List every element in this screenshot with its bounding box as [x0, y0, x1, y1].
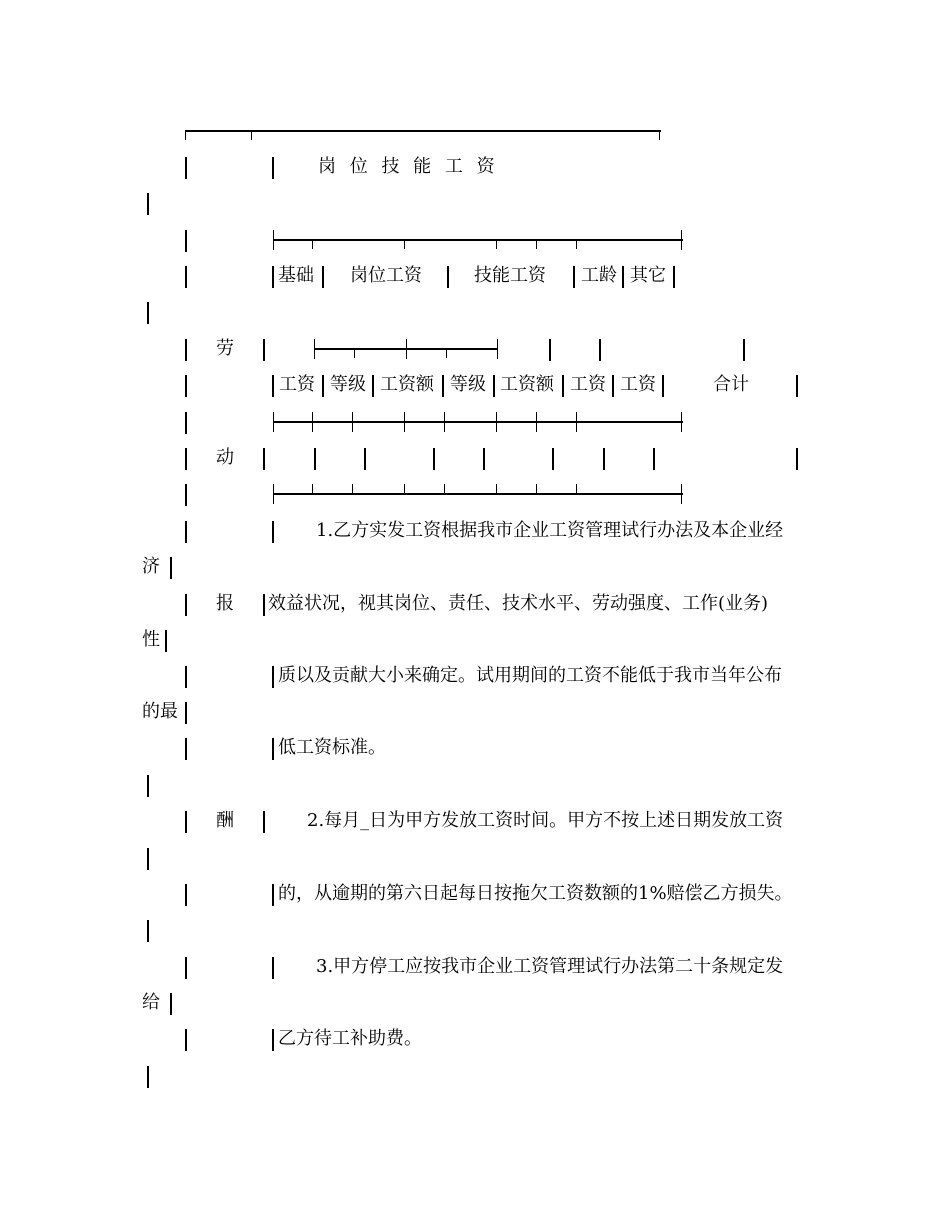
rule-tick: [681, 484, 682, 504]
row-border: [272, 738, 274, 760]
clause-3-line-2: 乙方待工补助费。: [278, 1028, 422, 1049]
sub-col-8: 合计: [713, 374, 749, 395]
col-group-seniority: 工龄: [581, 265, 617, 286]
row-border: [185, 412, 187, 434]
row-border: [322, 266, 324, 288]
row-border: [185, 448, 187, 470]
table-top-rule: [185, 130, 661, 132]
row-border: [573, 266, 575, 288]
col-group-skill: 技能工资: [474, 265, 546, 286]
rule-tick: [536, 484, 537, 494]
rule-tick: [404, 239, 405, 249]
rule-tick: [496, 484, 497, 494]
row-border: [147, 920, 149, 942]
side-char-3: 报: [216, 593, 234, 614]
row-border: [603, 448, 605, 470]
row-border: [147, 193, 149, 215]
rule-tick: [681, 230, 682, 250]
row-border: [272, 1029, 274, 1051]
row-border: [185, 484, 187, 506]
rule-tick: [576, 484, 577, 494]
row-border: [185, 738, 187, 760]
row-border: [147, 848, 149, 870]
row-border: [185, 594, 187, 616]
header-title: 岗 位 技 能 工 资: [318, 156, 495, 177]
row-border: [653, 448, 655, 470]
rule-tick: [446, 348, 447, 358]
row-border: [612, 375, 614, 397]
table-top-tick: [185, 130, 186, 140]
table-top-tick: [251, 130, 252, 140]
row-border: [185, 375, 187, 397]
rule-tick: [404, 412, 405, 432]
row-border: [170, 993, 172, 1015]
clause-3-wrap-1: 给: [142, 992, 160, 1013]
rule-tick: [273, 230, 274, 250]
row-border: [263, 339, 265, 361]
rule-tick: [312, 412, 313, 432]
clause-2-line-1: 2.每月_日为甲方发放工资时间。甲方不按上述日期发放工资: [307, 810, 784, 831]
row-border: [263, 594, 265, 616]
row-border: [549, 339, 551, 361]
row-border: [796, 375, 798, 397]
row-border: [147, 302, 149, 324]
row-border: [272, 157, 274, 179]
row-border: [272, 266, 274, 288]
row-border: [562, 375, 564, 397]
rule-tick: [273, 484, 274, 504]
rule-tick: [496, 239, 497, 249]
row-border: [185, 230, 187, 252]
side-char-4: 酬: [216, 810, 234, 831]
clause-1-line-4: 低工资标准。: [278, 737, 386, 758]
rule-tick: [444, 412, 445, 432]
clause-3-line-1: 3.甲方停工应按我市企业工资管理试行办法第二十条规定发: [316, 956, 784, 977]
clause-1-wrap-2: 性: [142, 629, 160, 650]
row-border: [263, 448, 265, 470]
row-border: [433, 448, 435, 470]
side-char-2: 动: [216, 447, 234, 468]
col-group-other: 其它: [630, 265, 666, 286]
rule-tick: [352, 484, 353, 494]
rule-tick: [496, 412, 497, 432]
rule-tick: [681, 412, 682, 432]
row-border: [364, 448, 366, 470]
rule-tick: [576, 239, 577, 249]
header-rule: [273, 239, 683, 241]
sub-col-1: 工资: [279, 374, 315, 395]
row-border: [662, 375, 664, 397]
row-border: [493, 375, 495, 397]
row-border: [170, 557, 172, 579]
rule-tick: [352, 412, 353, 432]
row-border: [185, 884, 187, 906]
row-border: [314, 448, 316, 470]
row-border: [552, 448, 554, 470]
row-border: [147, 775, 149, 797]
row-border: [272, 884, 274, 906]
rule-tick: [404, 484, 405, 494]
row-border: [185, 266, 187, 288]
rule-tick: [576, 412, 577, 432]
col-group-basic: 基础: [278, 265, 314, 286]
clause-2-line-2: 的，从逾期的第六日起每日按拖欠工资数额的1%赔偿乙方损失。: [278, 883, 793, 904]
row-border: [263, 811, 265, 833]
rule-tick: [312, 484, 313, 494]
row-border: [447, 266, 449, 288]
row-border: [185, 1029, 187, 1051]
sub-col-7: 工资: [620, 374, 656, 395]
row-border: [673, 266, 675, 288]
rule-tick: [536, 239, 537, 249]
rule-tick: [354, 348, 355, 358]
row-border: [185, 157, 187, 179]
row-border: [185, 339, 187, 361]
row-border: [185, 811, 187, 833]
clause-1-line-3: 质以及贡献大小来确定。试用期间的工资不能低于我市当年公布: [278, 665, 782, 686]
row-border: [185, 702, 187, 724]
row-border: [796, 448, 798, 470]
row-border: [372, 375, 374, 397]
rule-tick: [497, 339, 498, 359]
rule-tick: [314, 339, 315, 359]
row-border: [185, 957, 187, 979]
grid-rule: [273, 421, 683, 423]
sub-col-5: 工资额: [500, 374, 554, 395]
sub-col-4: 等级: [450, 374, 486, 395]
side-char-1: 劳: [216, 338, 234, 359]
table-top-tick: [659, 130, 660, 140]
sub-col-2: 等级: [330, 374, 366, 395]
row-border: [165, 630, 167, 652]
row-border: [272, 521, 274, 543]
row-border: [185, 521, 187, 543]
clause-1-line-1: 1.乙方实发工资根据我市企业工资管理试行办法及本企业经: [316, 520, 784, 541]
row-border: [272, 957, 274, 979]
rule-tick: [406, 339, 407, 359]
sub-col-3: 工资额: [380, 374, 434, 395]
row-border: [272, 375, 274, 397]
rule-tick: [444, 484, 445, 494]
sub-col-6: 工资: [570, 374, 606, 395]
rule-tick: [273, 412, 274, 432]
rule-tick: [536, 412, 537, 432]
row-border: [322, 375, 324, 397]
row-border: [622, 266, 624, 288]
col-group-post: 岗位工资: [350, 265, 422, 286]
bottom-rule: [273, 493, 683, 495]
row-border: [483, 448, 485, 470]
row-border: [599, 339, 601, 361]
row-border: [147, 1066, 149, 1088]
clause-1-wrap-1: 济: [142, 556, 160, 577]
row-border: [272, 666, 274, 688]
row-border: [185, 666, 187, 688]
rule-tick: [312, 239, 313, 249]
row-border: [743, 339, 745, 361]
clause-1-line-2: 效益状况，视其岗位、责任、技术水平、劳动强度、工作(业务): [268, 593, 769, 614]
row-border: [442, 375, 444, 397]
clause-1-wrap-3: 的最: [142, 701, 178, 722]
